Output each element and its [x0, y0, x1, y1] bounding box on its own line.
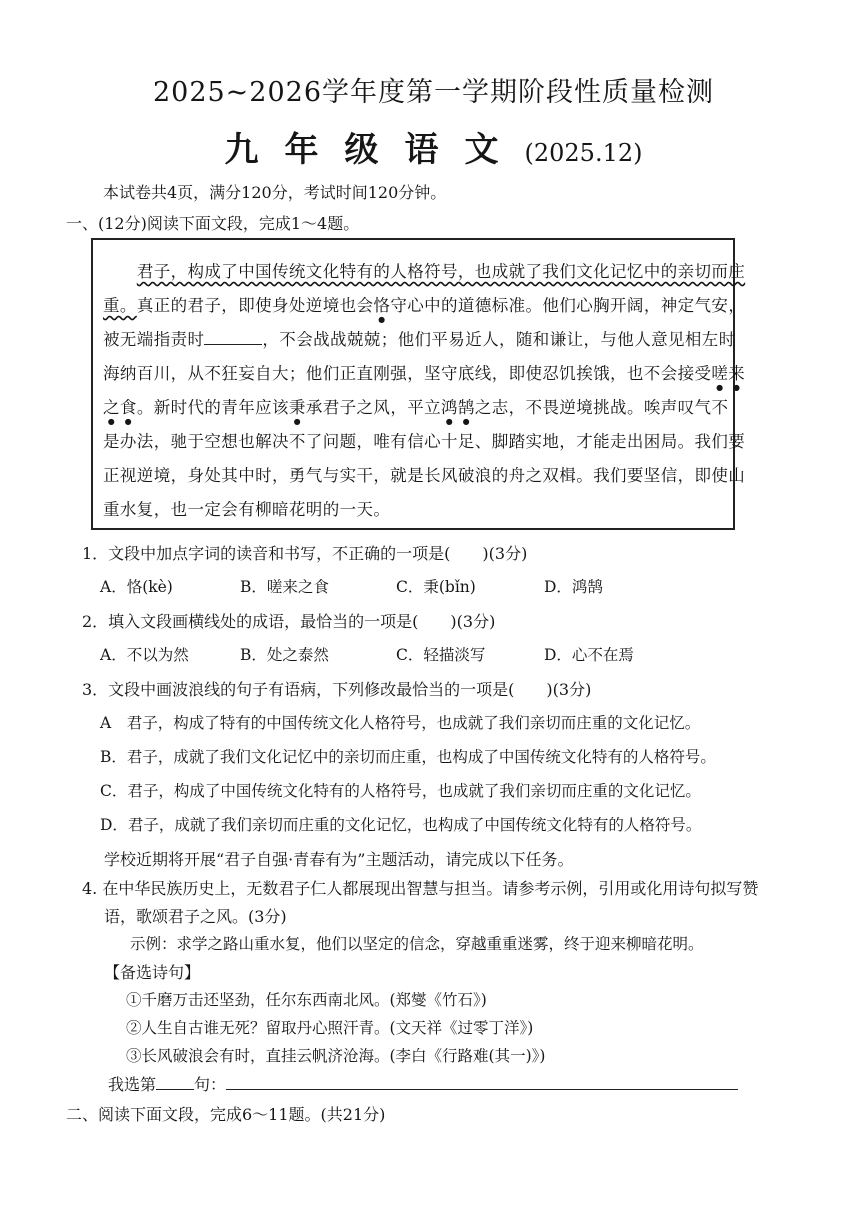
- q4-stem-line1: 4. 在中华民族历史上，无数君子仁人都展现出智慧与担当。请参考示例，引用或化用诗句拟写赞: [82, 879, 759, 898]
- dotted-word-honghu: 鸿鹄: [441, 398, 475, 417]
- q3-option-c[interactable]: C．君子，构成了中国传统文化特有的人格符号，也成就了我们亲切而庄重的文化记忆。: [100, 782, 701, 800]
- passage-line-2: 重。真正的君子，即使身处逆境也会恪守心中的道德标准。他们心胸开阔，神定气安，: [103, 296, 746, 315]
- passage-line-4: 海纳百川，从不狂妄自大；他们正直刚强，坚守底线，即使忍饥挨饿，也不会接受嗟来: [103, 364, 746, 383]
- q2-option-d[interactable]: D．心不在焉: [544, 646, 634, 664]
- q1-option-c[interactable]: C．秉(bǐn): [396, 578, 476, 596]
- wavy-sentence-part1: 君子，构成了中国传统文化特有的人格符号，也成就了我们文化记忆中的亲切而庄: [136, 262, 746, 281]
- passage-line-5: 之食。新时代的青年应该秉承君子之风，平立鸿鹄之志，不畏逆境挑战。唉声叹气不: [103, 398, 729, 417]
- q3-option-a[interactable]: A 君子，构成了特有的中国传统文化人格符号，也成就了我们亲切而庄重的文化记忆。: [100, 714, 701, 732]
- exam-intro: 本试卷共4页，满分120分，考试时间120分钟。: [103, 183, 447, 202]
- dotted-word-zhishi: 之食: [103, 398, 137, 417]
- passage-line-7: 正视逆境，身处其中时，勇气与实干，就是长风破浪的舟之双楫。我们要坚信，即使山: [103, 466, 746, 485]
- section2-heading: 二、阅读下面文段，完成6～11题。(共21分): [66, 1105, 386, 1124]
- poem-2: ②人生自古谁无死？留取丹心照汗青。(文天祥《过零丁洋》): [126, 1019, 534, 1037]
- q4-example: 示例：求学之路山重水复，他们以坚定的信念，穿越重重迷雾，终于迎来柳暗花明。: [130, 935, 704, 953]
- q2-option-b[interactable]: B．处之泰然: [240, 646, 329, 664]
- q3-option-d[interactable]: D．君子，成就了我们亲切而庄重的文化记忆，也构成了中国传统文化特有的人格符号。: [100, 816, 702, 834]
- q4-stem-line2: 语，歌颂君子之风。(3分): [104, 907, 287, 926]
- passage-line-6: 是办法，驰于空想也解决不了问题，唯有信心十足、脚踏实地，才能走出困局。我们要: [103, 432, 746, 451]
- dotted-word-jielai: 嗟来: [711, 364, 746, 383]
- poem-1: ①千磨万击还坚劲，任尔东西南北风。(郑燮《竹石》): [126, 991, 487, 1009]
- subject-name: 九年级语文: [224, 130, 525, 170]
- q4-answer-line: 我选第 句：: [108, 1072, 738, 1095]
- q2-option-c[interactable]: C．轻描淡写: [396, 646, 486, 664]
- activity-intro: 学校近期将开展“君子自强·青春有为”主题活动，请完成以下任务。: [104, 850, 574, 869]
- poems-heading: 【备选诗句】: [104, 963, 201, 982]
- exam-date: (2025.12): [524, 139, 643, 167]
- subject-title: [0, 122, 867, 171]
- dotted-char-bing: 秉: [288, 398, 306, 417]
- q3-option-b[interactable]: B．君子，成就了我们文化记忆中的亲切而庄重，也构成了中国传统文化特有的人格符号。: [100, 748, 716, 766]
- poem-number-blank[interactable]: [156, 1075, 194, 1090]
- wavy-sentence-part2: 重。: [103, 296, 137, 315]
- passage-line-3: 被无端指责时 ，不会战战兢兢；他们平易近人，随和谦让，与他人意见相左时: [103, 330, 736, 349]
- passage-line-1: [103, 258, 745, 282]
- section1-heading: 一、(12分)阅读下面文段，完成1～4题。: [66, 214, 360, 233]
- q2-options: [100, 643, 634, 665]
- dotted-char-ke: 恪: [373, 296, 391, 315]
- q1-option-a[interactable]: A．恪(kè): [100, 578, 173, 596]
- poem-3: ③长风破浪会有时，直挂云帆济沧海。(李白《行路难(其一)》): [126, 1047, 546, 1065]
- q1-options: [100, 575, 603, 597]
- idiom-blank: [204, 330, 262, 345]
- q2-option-a[interactable]: A．不以为然: [100, 646, 189, 664]
- passage-line-8: 重水复，也一定会有柳暗花明的一天。: [103, 500, 391, 519]
- q1-stem: 1．文段中加点字词的读音和书写，不正确的一项是( )(3分): [82, 544, 528, 563]
- q1-option-b[interactable]: B．嗟来之食: [240, 578, 329, 596]
- exam-title: 2025~2026学年度第一学期阶段性质量检测: [152, 77, 715, 108]
- q1-option-d[interactable]: D．鸿鹄: [544, 578, 603, 596]
- q2-stem: 2．填入文段画横线处的成语，最恰当的一项是( )(3分): [82, 612, 496, 631]
- answer-blank[interactable]: [226, 1075, 738, 1090]
- q3-stem: 3．文段中画波浪线的句子有语病，下列修改最恰当的一项是( )(3分): [82, 680, 592, 699]
